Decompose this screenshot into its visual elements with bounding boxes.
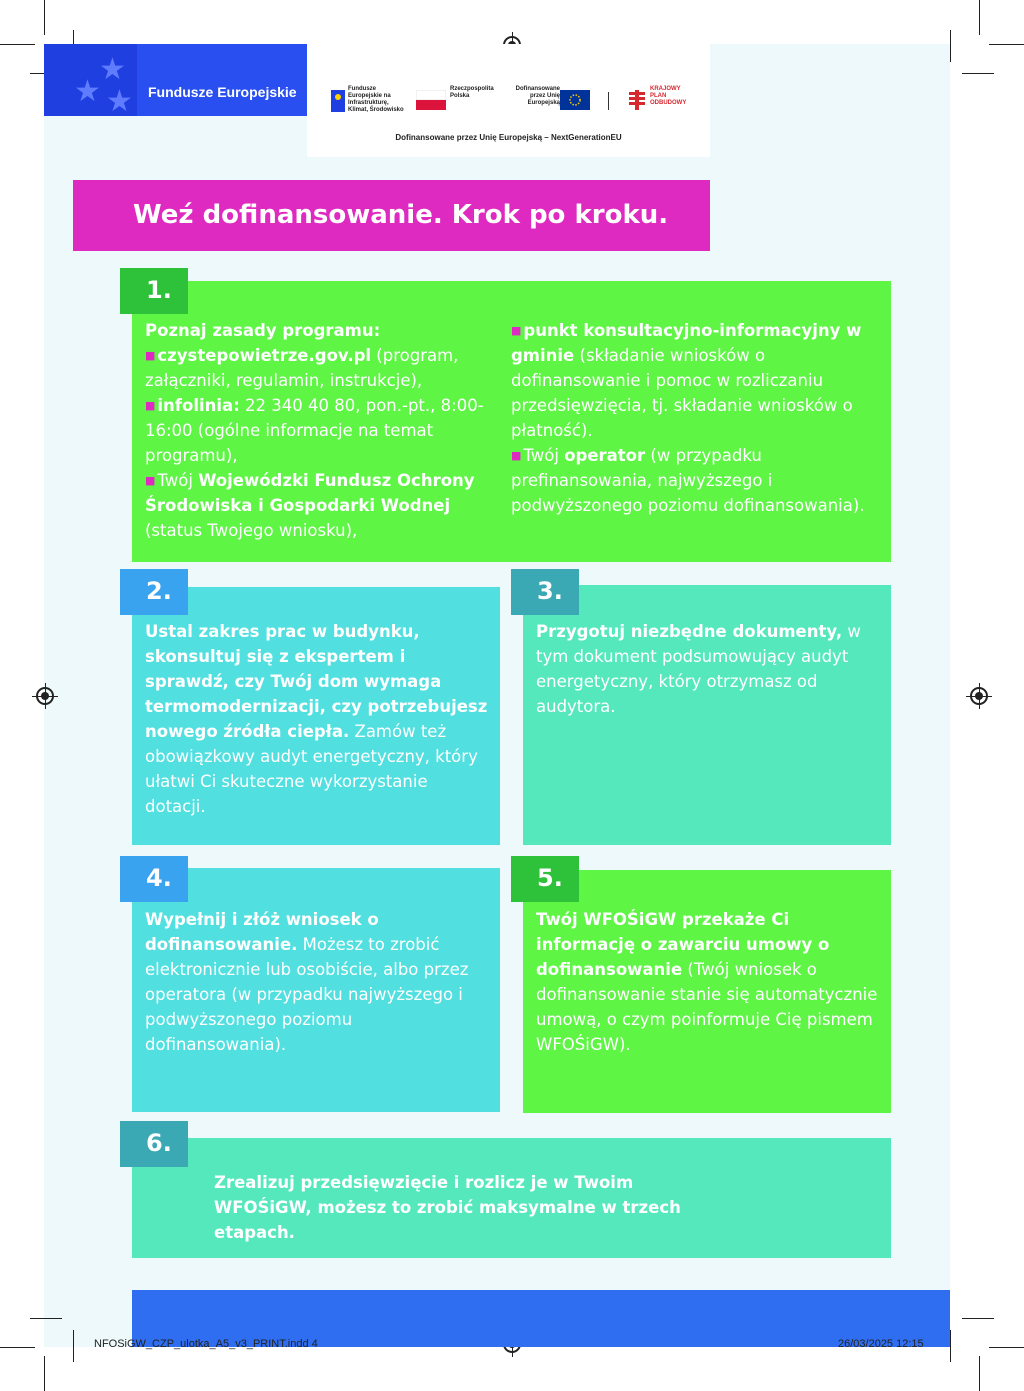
eu-funds-bar [44,44,307,116]
step-1-hotline-desc: 22 340 40 80, pon.-pt., 8:00-16:00 (ogólne informacje na temat programu), [145,396,484,465]
print-slug-date: 26/03/2025 12:15 [838,1338,924,1350]
step-3-number: 3. [537,577,563,605]
divider [608,92,609,110]
step-5-text [536,907,881,1057]
step-1-operator-desc: (w przypadku prefinansowania, najwyższego i podwyższonego poziomu dofinansowania). [511,446,865,515]
step-1-operator: operator [564,446,646,465]
step-4-text [145,907,490,1057]
crop-mark [989,1347,1024,1348]
bullet-icon: ■ [511,449,522,462]
bullet-icon: ■ [145,349,156,362]
step-3-bold: Przygotuj niezbędne dokumenty, [536,622,843,641]
step-4-number: 4. [146,864,172,892]
crop-mark [44,1356,45,1391]
step-1-fund-name: Wojewódzki Fundusz Ochrony Środowiska i Gospodarki Wodnej [145,471,475,515]
registration-mark-icon [970,687,988,705]
logo-rp-text: Rzeczpospolita Polska [450,86,494,99]
step-6-number: 6. [146,1129,172,1157]
crop-mark [979,1356,980,1391]
step-1-number-badge [120,268,188,314]
bullet-icon: ■ [145,399,156,412]
page-title: Weź dofinansowanie. Krok po kroku. [133,200,669,230]
title-banner [73,180,710,251]
step-6-text [214,1170,734,1245]
crop-mark [0,44,35,45]
crop-mark [44,0,45,35]
feniks-logo-icon [331,90,345,116]
logo-kpo-text: KRAJOWY PLAN ODBUDOWY [650,86,687,106]
step-4-bold: Wypełnij i złóż wniosek o dofinansowanie. [145,910,379,954]
step-1-consult-desc: (składanie wniosków o dofinansowanie i pomoc w rozliczaniu przedsięwzięcia, tj. składanie wniosków o płatność). [511,346,853,440]
print-slug-filename: NFOSiGW_CZP_ulotka_A5_v3_PRINT.indd 4 [94,1338,318,1350]
crop-mark [989,44,1024,45]
crop-mark [962,73,994,74]
step-1-fund-desc: (status Twojego wniosku), [145,521,358,540]
step-1-number: 1. [146,276,172,304]
step-4-number-badge [120,856,188,902]
crop-mark [979,0,980,35]
step-1-fund-pre: Twój [157,471,199,490]
step-1-hotline-label: infolinia: [157,396,240,415]
step-6-text-content: Zrealizuj przedsięwzięcie i rozlicz je w Twoim WFOŚiGW, możesz to zrobić maksymalne w trzech etapach. [214,1173,681,1242]
step-2-rest: Zamów też obowiązkowy audyt energetyczny, który ułatwi Ci skuteczne wykorzystanie dotacji. [145,722,478,816]
step-5-rest: (Twój wniosek o dofinansowanie stanie się automatycznie umową, o czym poinformuje Cię pismem WFOŚiGW). [536,960,878,1054]
step-4-rest: Możesz to zrobić elektronicznie lub osobiście, albo przez operatora (w przypadku najwyższego i podwyższonego poziomu dofinansowania). [145,935,469,1054]
step-1-heading: Poznaj zasady programu: [145,321,381,340]
step-3-number-badge [511,569,579,615]
step-1-website-desc: (program, załączniki, regulamin, instrukcje), [145,346,459,390]
bullet-icon: ■ [511,324,522,337]
logos-strip [307,44,710,157]
eu-funds-label: Fundusze Europejskie [148,84,297,100]
step-5-bold: Twój WFOŚiGW przekaże Ci informację o zawarciu umowy o dofinansowanie [536,910,830,979]
step-3-rest: w tym dokument podsumowujący audyt energetyczny, który otrzymasz od audytora. [536,622,861,716]
logo-eu-text: Dofinansowane przez Unię Europejską [515,86,560,106]
logo-feniks-text: Fundusze Europejskie na Infrastrukturę, Klimat, Środowisko [348,86,404,113]
crop-mark [950,1330,951,1362]
step-1-right-column [511,318,879,518]
funding-caption: Dofinansowane przez Unię Europejską – NextGenerationEU [395,133,622,142]
step-1-consult-point: punkt konsultacyjno-informacyjny w gminie [511,321,862,365]
eu-flag-icon [560,90,590,114]
step-5-number: 5. [537,864,563,892]
crop-mark [30,1318,62,1319]
bullet-icon: ■ [145,474,156,487]
kpo-logo-icon [627,90,647,114]
step-2-number: 2. [146,577,172,605]
step-5-number-badge [511,856,579,902]
step-1-website: czystepowietrze.gov.pl [157,346,372,365]
step-2-bold: Ustal zakres prac w budynku, skonsultuj się z ekspertem i sprawdź, czy Twój dom wymaga termomodernizacji, czy potrzebujesz nowego źródła ciepła. [145,622,488,741]
polish-flag-icon [416,90,446,114]
step-3-text [536,619,881,719]
step-6-number-badge [120,1121,188,1167]
crop-mark [0,1347,35,1348]
step-2-text [145,619,490,819]
crop-mark [950,30,951,62]
crop-mark [962,1318,994,1319]
step-1-left-column [145,318,500,543]
step-2-number-badge [120,569,188,615]
step-1-operator-pre: Twój [523,446,565,465]
registration-mark-icon [36,687,54,705]
crop-mark [73,1330,74,1362]
eu-funds-logo-icon: ★ ★ ★ [44,44,137,116]
